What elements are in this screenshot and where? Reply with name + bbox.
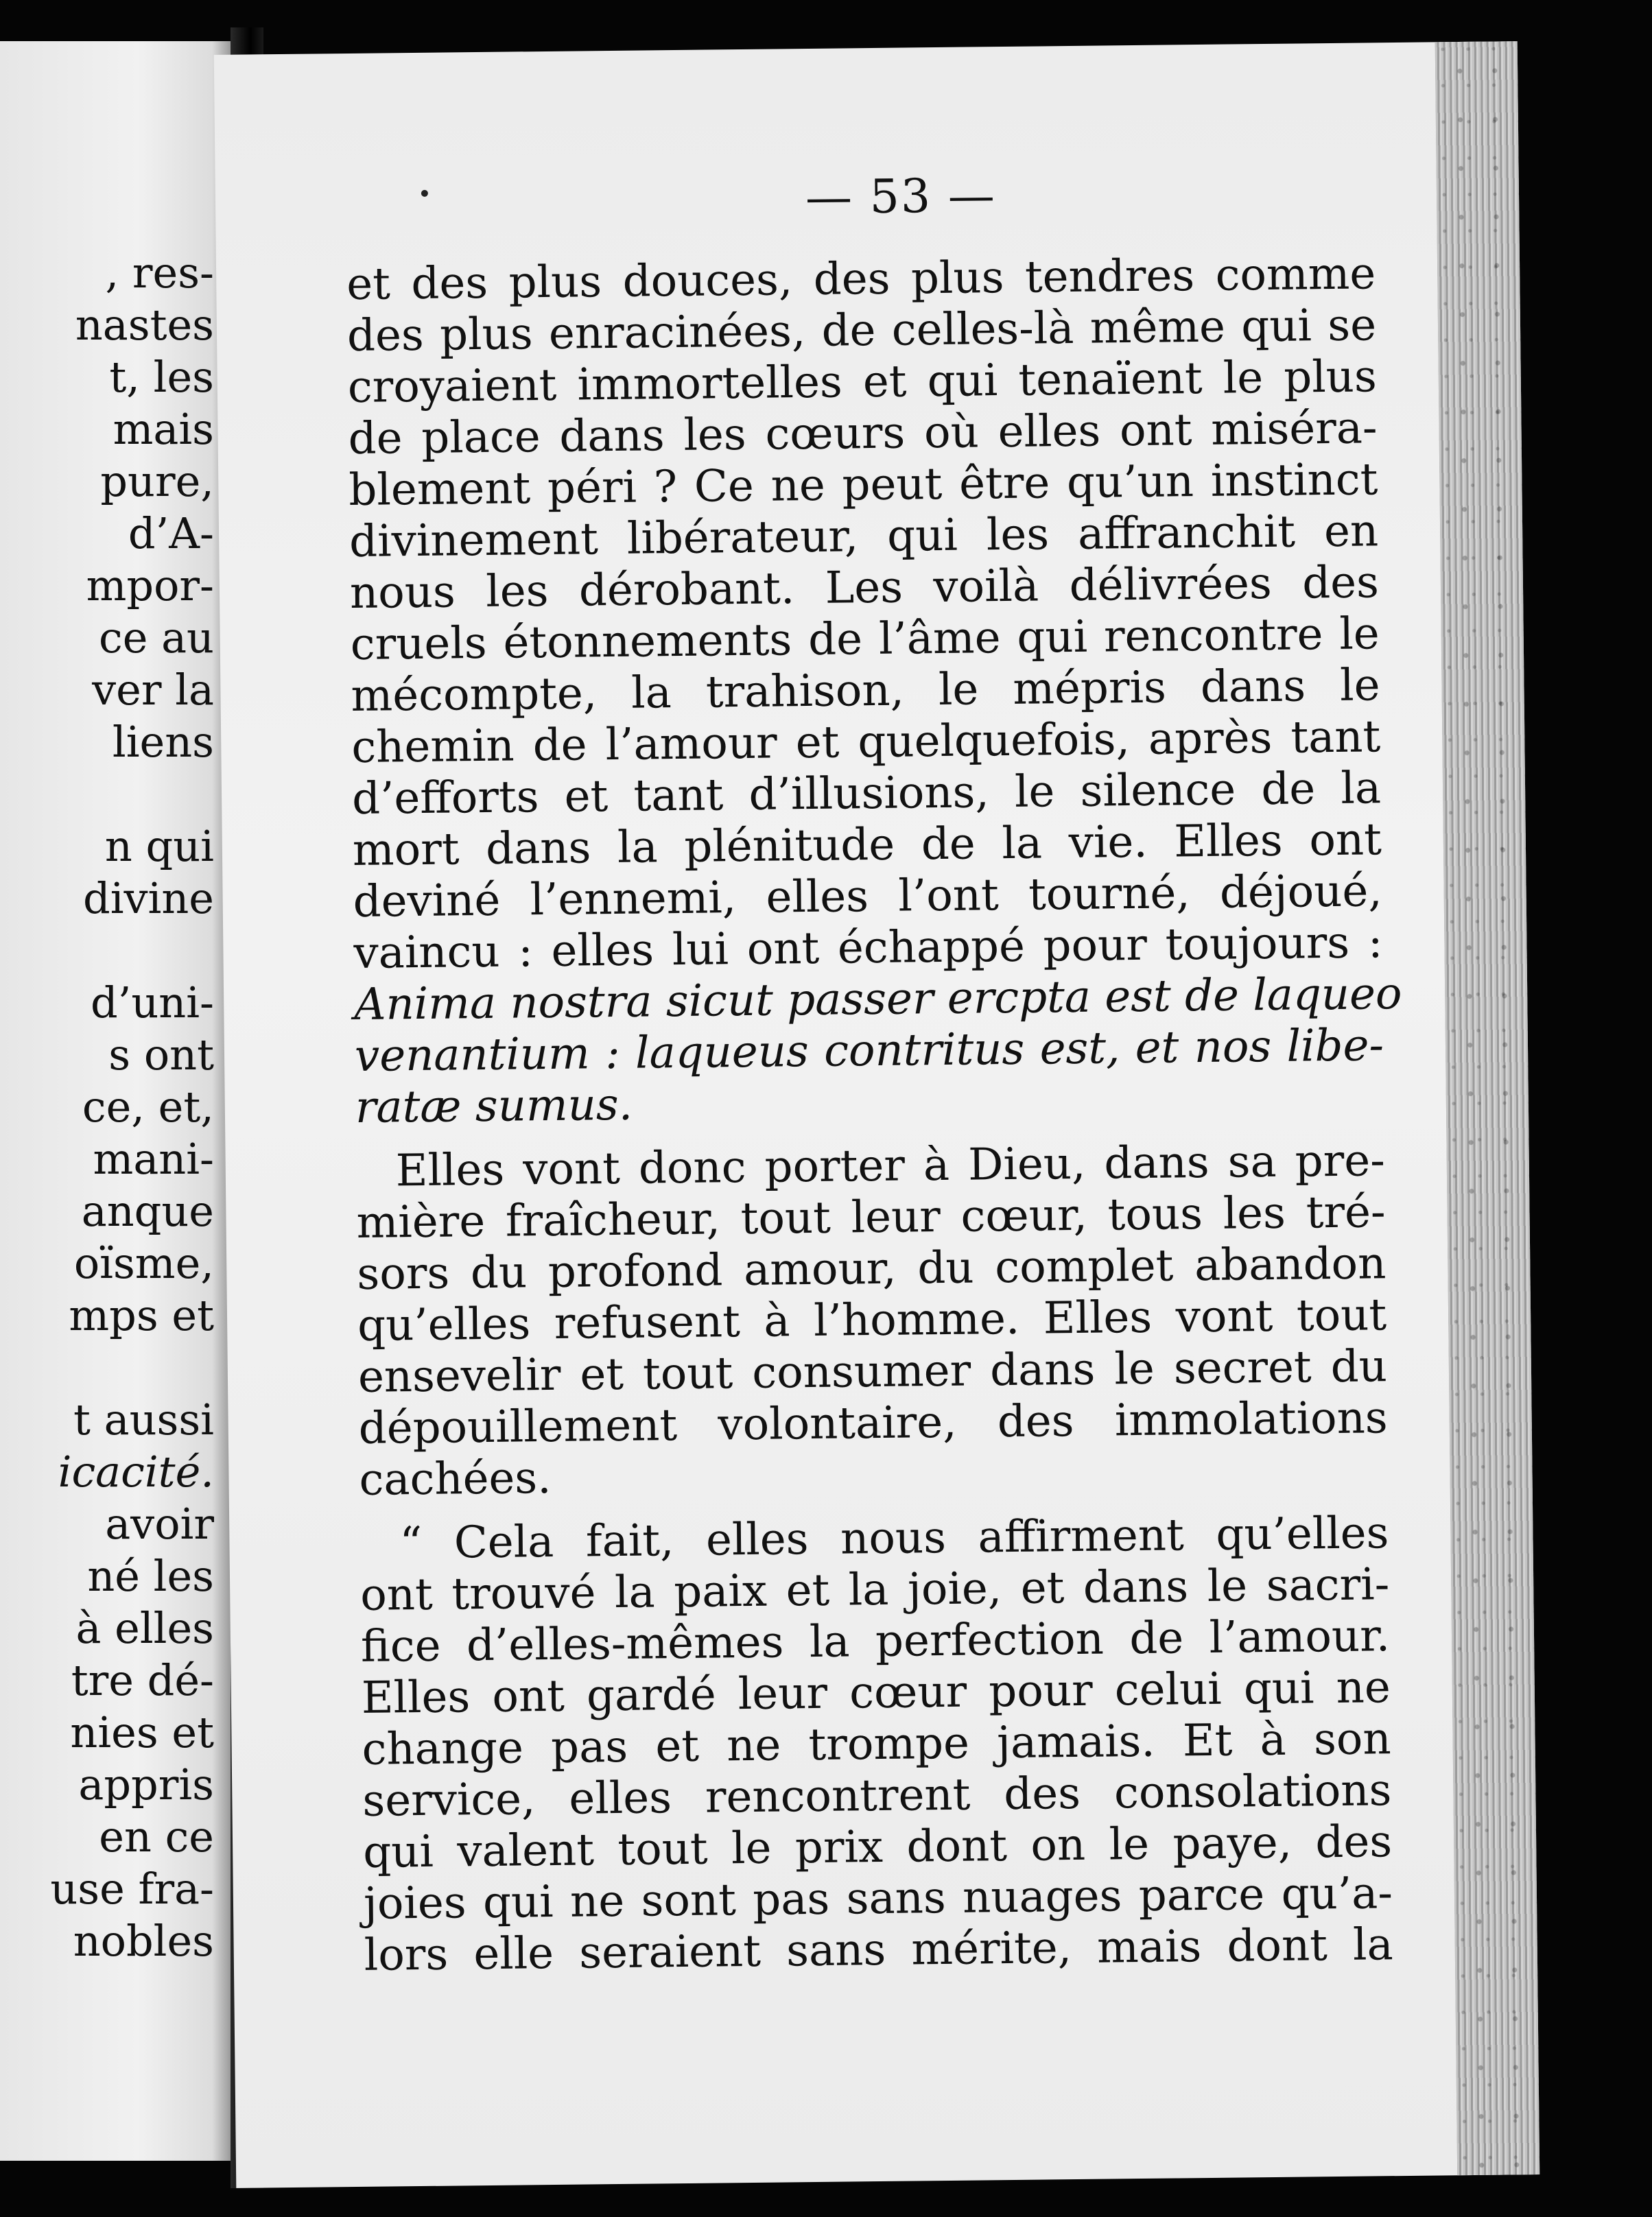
left-page-line: pure, — [100, 456, 214, 506]
page-number: — 53 — — [805, 169, 997, 226]
left-page-line: en ce — [99, 1812, 214, 1862]
text-line: Elles ont gardé leur cœur pour celui qui ne — [361, 1662, 1391, 1724]
text-line: divinement libérateur, qui les affranchit en — [349, 506, 1379, 568]
left-page-line: n qui — [104, 821, 214, 871]
left-page-line: anque — [81, 1186, 214, 1236]
left-page-line — [50, 1342, 214, 1394]
left-page-line: ce au — [98, 613, 214, 663]
text-line: ensevelir et tout consumer dans le secret du — [357, 1341, 1388, 1403]
text-line: des plus enracinées, de celles-là même qui se — [346, 300, 1377, 362]
left-page-line: icacité. — [58, 1447, 214, 1497]
ink-speck — [421, 190, 428, 197]
left-page-line: tre dé- — [71, 1655, 214, 1705]
text-line: chemin de l’amour et quelquefois, après tant — [351, 711, 1381, 773]
left-facing-page — [0, 41, 231, 2161]
text-line: Anima nostra sicut passer ercpta est de laqueo — [353, 968, 1402, 1030]
text-line: mécompte, la trahison, le mépris dans le — [351, 660, 1380, 722]
text-line: ont trouvé la paix et la joie, et dans le sacri- — [359, 1559, 1390, 1621]
text-line: blement péri ? Ce ne peut être qu’un instinct — [349, 454, 1378, 517]
left-page-line: divine — [83, 873, 214, 923]
text-line: qui valent tout le prix dont on le paye, des — [362, 1816, 1393, 1878]
text-line: croyaient immortelles et qui tenaïent le plus — [347, 351, 1378, 414]
left-page-line: mps et — [69, 1290, 214, 1340]
left-page-line: mais — [113, 404, 214, 454]
text-line: service, elles rencontrent des consolations — [362, 1765, 1392, 1827]
left-page-line: ver la — [92, 665, 214, 715]
left-page-line: nastes — [75, 300, 214, 350]
text-line: Elles vont donc porter à Dieu, dans sa pre- — [395, 1135, 1386, 1197]
text-line: mière fraîcheur, tout leur cœur, tous les tré- — [356, 1187, 1386, 1248]
left-page-line — [50, 768, 214, 820]
text-line: nous les dérobant. Les voilà délivrées des — [349, 557, 1380, 619]
left-page-line: mani- — [93, 1134, 214, 1184]
text-line: vaincu : elles lui ont échappé pour toujours : — [353, 917, 1383, 979]
left-page-line: à elles — [75, 1603, 214, 1653]
text-line: et des plus douces, des plus tendres comme — [346, 248, 1376, 311]
left-page-line: d’A- — [128, 508, 214, 558]
text-line: ratæ sumus. — [355, 1079, 633, 1133]
left-page-line: nobles — [73, 1916, 214, 1966]
text-line: qu’elles refusent à l’homme. Elles vont tout — [357, 1290, 1387, 1351]
text-line: venantium : laqueus contritus est, et nos libe- — [354, 1020, 1384, 1082]
left-page-text — [50, 247, 214, 1967]
left-page-line: t aussi — [73, 1395, 214, 1445]
left-page-line: s ont — [108, 1030, 214, 1080]
left-page-line: , res- — [105, 248, 214, 298]
text-line: lors elle seraient sans mérite, mais dont la — [364, 1919, 1394, 1981]
left-page-line: nies et — [70, 1707, 214, 1757]
left-page-line: liens — [112, 717, 214, 767]
left-page-line: t, les — [109, 352, 214, 402]
text-line: fice d’elles-mêmes la perfection de l’amour. — [360, 1611, 1391, 1672]
left-page-line: ce, et, — [82, 1082, 214, 1132]
left-page-line: né les — [87, 1551, 214, 1601]
left-page-line: use fra- — [50, 1864, 214, 1914]
body-text — [346, 248, 1402, 1982]
left-page-line — [50, 925, 214, 977]
left-page-line: avoir — [105, 1499, 214, 1549]
text-line: deviné l’ennemi, elles l’ont tourné, déjoué, — [353, 866, 1383, 927]
text-line: “ Cela fait, elles nous affirment qu’elles — [399, 1508, 1389, 1569]
text-line: dépouillement volontaire, des immolations — [358, 1392, 1389, 1454]
text-line: change pas et ne trompe jamais. Et à son — [362, 1714, 1391, 1775]
text-line: d’efforts et tant d’illusions, le silence de la — [351, 763, 1382, 825]
left-page-line: mpor- — [86, 560, 214, 610]
left-page-line: d’uni- — [90, 977, 214, 1028]
text-line: cruels étonnements de l’âme qui rencontre le — [350, 608, 1380, 670]
text-line: cachées. — [359, 1452, 552, 1506]
left-page-line: appris — [78, 1759, 214, 1810]
main-page — [214, 41, 1539, 2188]
text-line: sors du profond amour, du complet abandon — [357, 1238, 1386, 1300]
text-line: joies qui ne sont pas sans nuages parce qu’a- — [363, 1868, 1393, 1930]
text-line: mort dans la plénitude de la vie. Elles ont — [352, 814, 1382, 876]
text-line: de place dans les cœurs où elles ont miséra- — [348, 403, 1378, 465]
left-page-line: oïsme, — [73, 1238, 214, 1288]
